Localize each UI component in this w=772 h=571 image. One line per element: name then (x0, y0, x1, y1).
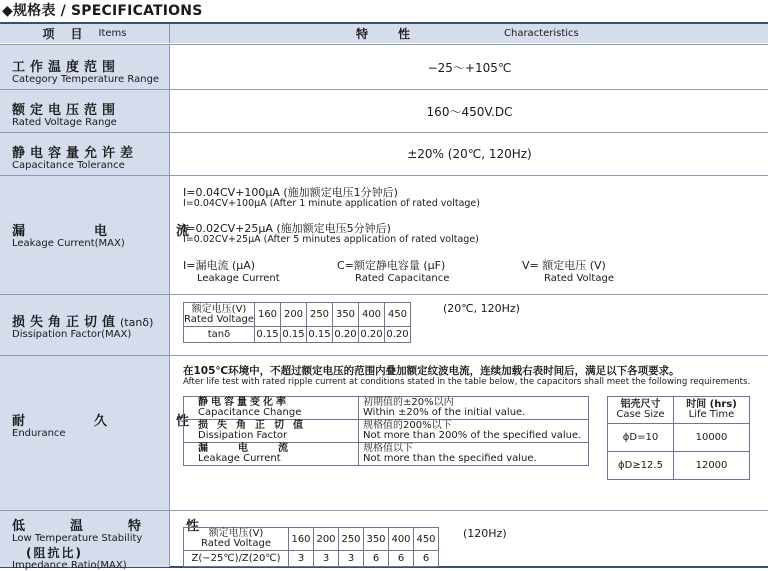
leakage-symbol-c (337, 257, 449, 284)
life-time-cn: 时间 (hrs) (686, 399, 737, 410)
lowtemp-voltage: 200 (314, 528, 339, 551)
row-temperature (0, 44, 768, 89)
header-char-cn: 特 性 (356, 27, 413, 41)
life-case-header (608, 397, 674, 424)
dissipation-en: Dissipation Factor(MAX) (12, 329, 132, 340)
leakage-c-cn: C=额定静电容量 (μF) (337, 259, 446, 272)
header-char-en: Characteristics (504, 28, 579, 39)
endurance-req-key (184, 420, 359, 443)
endurance-req-value (359, 443, 589, 466)
lowtemp-en: Low Temperature Stability (12, 533, 143, 544)
captol-value: ±20% (20℃, 120Hz) (407, 147, 532, 161)
dissipation-voltage: 350 (333, 303, 359, 327)
dissipation-tan-label: tanδ (184, 327, 255, 343)
dissipation-cn-suffix: (tanδ) (120, 316, 154, 329)
row-capacitance-tolerance (0, 132, 768, 175)
lowtemp-cn2: (阻抗比) (26, 546, 83, 560)
life-case-cn: 铝壳尺寸 (620, 399, 661, 410)
dissipation-voltage: 400 (359, 303, 385, 327)
dissipation-content (171, 295, 768, 355)
voltage-en: Rated Voltage Range (12, 117, 117, 128)
leakage-cn: 漏 电 流 (12, 224, 218, 239)
endurance-req-key-en: Capacitance Change (198, 407, 302, 418)
dissipation-voltage: 250 (307, 303, 333, 327)
endurance-req-key-en: Leakage Current (198, 453, 281, 464)
leakage-i-cn: I=漏电流 (μA) (183, 259, 256, 272)
lowtemp-voltage: 450 (414, 528, 439, 551)
dissipation-cn (12, 311, 169, 330)
captol-cn: 静电容量允许差 (12, 146, 139, 161)
lowtemp-z-value: 6 (389, 551, 414, 567)
label-leakage (0, 176, 218, 294)
dissipation-tan-value: 0.20 (333, 327, 359, 343)
endurance-req-key-en: Dissipation Factor (198, 430, 288, 441)
row-leakage (0, 175, 768, 294)
dissipation-voltage: 200 (281, 303, 307, 327)
dissipation-rv-en: Rated Voltage (184, 313, 254, 325)
lowtemp-en2: Impedance Ratio(MAX) (12, 560, 127, 571)
leakage-v-cn: V= 额定电压 (V) (522, 259, 606, 272)
label-temperature (0, 45, 170, 89)
lowtemp-rv-en: Rated Voltage (201, 538, 271, 549)
lowtemp-cn: 低 温 特 性 (12, 519, 216, 534)
endurance-req-value-en: Within ±20% of the initial value. (363, 407, 526, 418)
life-size: ϕD≥12.5 (608, 452, 674, 480)
row-endurance (0, 355, 768, 510)
endurance-life-table (607, 396, 750, 480)
row-voltage (0, 89, 768, 132)
lowtemp-z-value: 3 (339, 551, 364, 567)
lowtemp-condition: (120Hz) (463, 527, 507, 540)
endurance-req-value-en: Not more than 200% of the specified value. (363, 430, 582, 441)
leakage-v-en: Rated Voltage (544, 273, 614, 284)
endurance-req-value-cn: 初期值的±20%以内 (363, 397, 454, 408)
captol-en: Capacitance Tolerance (12, 160, 125, 171)
header-items-cn: 项 目 (42, 27, 85, 41)
leakage-content (171, 176, 768, 294)
dissipation-cn-text: 损失角正切值 (12, 315, 121, 330)
dissipation-tan-value: 0.20 (359, 327, 385, 343)
lowtemp-voltage: 350 (364, 528, 389, 551)
dissipation-tan-value: 0.15 (255, 327, 281, 343)
lowtemp-z-label: Z(−25℃)/Z(20℃) (184, 551, 289, 567)
row-low-temperature (0, 510, 768, 571)
spec-table (0, 22, 768, 571)
lowtemp-content (171, 511, 768, 567)
dissipation-tan-value: 0.15 (307, 327, 333, 343)
dissipation-tan-value: 0.20 (385, 327, 411, 343)
endurance-req-value (359, 420, 589, 443)
leakage-formula-1: I=0.04CV+100μA (施加额定电压1分钟后) (183, 186, 398, 199)
dissipation-rv-header (184, 303, 255, 327)
header-items (0, 24, 170, 43)
leakage-c-en: Rated Capacitance (355, 273, 450, 284)
leakage-i-en: Leakage Current (197, 273, 280, 284)
endurance-req-key-cn: 静电容量变化率 (198, 397, 289, 408)
lowtemp-table (183, 527, 439, 567)
endurance-req-value-en: Not more than the specified value. (363, 453, 537, 464)
temp-en: Category Temperature Range (12, 74, 160, 85)
dissipation-voltage: 160 (255, 303, 281, 327)
life-time-en: Life Time (688, 409, 735, 420)
temp-value: −25～+105℃ (427, 60, 512, 75)
label-lowtemp (0, 511, 216, 571)
voltage-value: 160～450V.DC (426, 104, 513, 119)
label-dissipation (0, 295, 170, 355)
lowtemp-voltage: 160 (289, 528, 314, 551)
label-voltage (0, 90, 170, 132)
endurance-req-value-cn: 规格值以下 (363, 443, 413, 454)
leakage-formula-2-en: I=0.02CV+25μA (After 5 minutes application of rated voltage) (183, 234, 479, 245)
dissipation-condition: (20℃, 120Hz) (443, 302, 520, 315)
lowtemp-z-value: 3 (314, 551, 339, 567)
leakage-formula-1-en: I=0.04CV+100μA (After 1 minute application of rated voltage) (183, 198, 480, 209)
endurance-req-key (184, 443, 359, 466)
leakage-formula-2: I=0.02CV+25μA (施加额定电压5分钟后) (183, 222, 391, 235)
endurance-en: Endurance (12, 428, 66, 439)
life-size: ϕD=10 (608, 424, 674, 452)
leakage-en: Leakage Current(MAX) (12, 238, 125, 249)
label-endurance (0, 356, 218, 510)
endurance-note-en: After life test with rated ripple current at conditions stated in the table below, the capacitors shall meet the following requirements. (183, 377, 751, 387)
life-time: 10000 (674, 424, 750, 452)
lowtemp-rv-header (184, 528, 289, 551)
endurance-note-cn: 在105℃环境中，不超过额定电压的范围内叠加额定纹波电流，连续加载右表时间后，满足以下各项要求。 (183, 365, 680, 377)
header-row (0, 24, 768, 43)
life-time: 12000 (674, 452, 750, 480)
lowtemp-z-value: 3 (289, 551, 314, 567)
page-title: ◆规格表 / SPECIFICATIONS (2, 3, 203, 19)
endurance-req-key-cn: 漏 电 流 (198, 443, 298, 454)
endurance-req-key (184, 397, 359, 420)
leakage-symbol-v (522, 257, 614, 284)
endurance-req-value-cn: 规格值的200%以下 (363, 420, 452, 431)
lowtemp-voltage: 400 (389, 528, 414, 551)
voltage-cn: 额定电压范围 (12, 103, 121, 118)
dissipation-voltage: 450 (385, 303, 411, 327)
lowtemp-rv-cn: 额定电压(V) (208, 528, 264, 539)
dissipation-rv-cn: 额定电压(V) (191, 303, 247, 315)
dissipation-tan-value: 0.15 (281, 327, 307, 343)
dissipation-table (183, 302, 411, 343)
endurance-cn: 耐 久 性 (12, 414, 218, 429)
life-case-en: Case Size (616, 409, 665, 420)
label-captol (0, 133, 170, 175)
endurance-req-key-cn: 损失角正切值 (198, 420, 312, 431)
endurance-req-table (183, 396, 589, 466)
header-characteristics (171, 24, 768, 43)
leakage-symbol-i (183, 257, 280, 284)
life-time-header (674, 397, 750, 424)
header-items-en: Items (98, 28, 127, 39)
lowtemp-z-value: 6 (414, 551, 439, 567)
lowtemp-voltage: 250 (339, 528, 364, 551)
row-dissipation (0, 294, 768, 355)
endurance-content (171, 356, 768, 510)
temp-cn: 工作温度范围 (12, 60, 121, 75)
endurance-req-value (359, 397, 589, 420)
lowtemp-z-value: 6 (364, 551, 389, 567)
